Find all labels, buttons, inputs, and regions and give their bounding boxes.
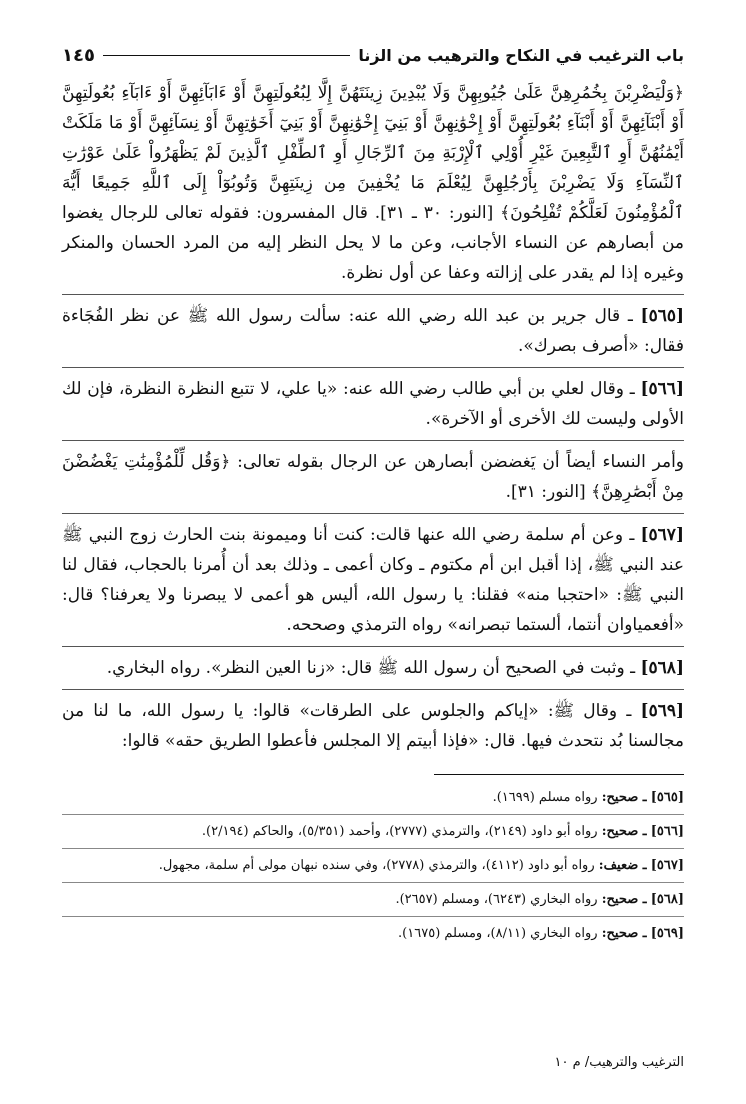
hadith-number: [٥٦٨] [640, 658, 684, 678]
commentary-text: وأمر النساء أيضاً أن يَغضضن أبصارهن عن الرجال بقوله تعالى: ﴿وَقُل لِّلْمُؤْمِنَٰتِ يَغْضُضْنَ مِنْ أَبْصَٰرِهِنَّ﴾ [النور: ٣١]. [62, 452, 684, 502]
footnote-divider [62, 848, 684, 849]
hadith-number: [٥٦٩] [640, 701, 685, 721]
quran-verse-block: ﴿وَلْيَضْرِبْنَ بِخُمُرِهِنَّ عَلَىٰ جُيُوبِهِنَّ وَلَا يُبْدِينَ زِينَتَهُنَّ إِلَّا لِبُعُولَتِهِنَّ أَوْ ءَابَآئِهِنَّ أَوْ ءَابَآءِ بُعُولَتِهِنَّ أَوْ أَبْنَآئِهِنَّ أَوْ أَبْنَآءِ بُعُولَتِهِنَّ أَوْ إِخْوَٰنِهِنَّ أَوْ بَنِيٓ إِخْوَٰنِهِنَّ أَوْ بَنِيٓ أَخَوَٰتِهِنَّ أَوْ نِسَآئِهِنَّ أَوْ مَا مَلَكَتْ أَيْمَٰنُهُنَّ أَوِ ٱلتَّٰبِعِينَ غَيْرِ أُوْلِي ٱلْإِرْبَةِ مِنَ ٱلرِّجَالِ أَوِ ٱلطِّفْلِ ٱلَّذِينَ لَمْ يَظْهَرُواْ عَلَىٰ عَوْرَٰتِ ٱلنِّسَآءِ وَلَا يَضْرِبْنَ بِأَرْجُلِهِنَّ لِيُعْلَمَ مَا يُخْفِينَ مِن زِينَتِهِنَّ وَتُوبُوٓاْ إِلَى ٱللَّهِ جَمِيعًا أَيُّهَ ٱلْمُؤْمِنُونَ لَعَلَّكُمْ تُفْلِحُونَ﴾ [النور: ٣٠ ـ ٣١]. قال المفسرون: فقوله تعالى للرجال يغضوا من أبصارهم عن النساء الأجانب، وعن ما لا يحل النظر إليه من المرد الحسان والمنكر وغيره إذا لم يقدر على إزالته وعفا عن أول نظرة. [62, 83, 684, 283]
footnote-grade: ـ صحيح: [601, 926, 647, 941]
chapter-title: باب الترغيب في النكاح والترهيب من الزنا [358, 45, 684, 65]
hadith-list [62, 294, 684, 756]
footnote-566 [62, 819, 684, 844]
hadith-568 [62, 653, 684, 683]
hadith-566 [62, 374, 684, 434]
page-number: ١٤٥ [62, 44, 95, 66]
footnote-grade: ـ صحيح: [601, 790, 647, 805]
footnote-text: رواه البخاري (٦٢٤٣)، ومسلم (٢٦٥٧). [395, 892, 598, 907]
divider [62, 513, 684, 514]
hadith-567 [62, 520, 684, 640]
hadith-text: ـ وقال لعلي بن أبي طالب رضي الله عنه: «يا علي، لا تتبع النظرة النظرة، فإن لك الأولى وليست لك الأخرى أو الآخرة». [62, 379, 684, 429]
footnote-number: [٥٦٦] [650, 824, 684, 839]
book-page [62, 40, 684, 1070]
divider [62, 440, 684, 441]
hadith-565 [62, 301, 684, 361]
footnote-grade: ـ صحيح: [601, 824, 647, 839]
header-rule [103, 55, 350, 56]
hadith-text: ـ قال جرير بن عبد الله رضي الله عنه: سألت رسول الله ﷺ عن نظر الفُجَاءة فقال: «أصرف بصرك». [62, 306, 684, 356]
hadith-text: ـ وقال ﷺ: «إياكم والجلوس على الطرقات» قالوا: يا رسول الله، ما لنا من مجالسنا بُد نتحدث فيها. قال: «فإذا أبيتم إلا المجلس فأعطوا الطريق حقه» قالوا: [62, 701, 684, 751]
footnote-rule [434, 774, 684, 775]
footnote-divider [62, 916, 684, 917]
footnote-number: [٥٦٧] [650, 858, 684, 873]
footnote-568 [62, 887, 684, 912]
hadith-text: ـ وثبت في الصحيح أن رسول الله ﷺ قال: «زنا العين النظر». رواه البخاري. [106, 658, 636, 678]
footnote-text: رواه البخاري (٨/١١)، ومسلم (١٦٧٥). [398, 926, 598, 941]
page-footer: الترغيب والترهيب/ م ١٠ [554, 1055, 684, 1070]
footnote-number: [٥٦٨] [650, 892, 684, 907]
footnote-569 [62, 921, 684, 946]
footnote-text: رواه مسلم (١٦٩٩). [492, 790, 598, 805]
running-header [62, 40, 684, 70]
hadith-569 [62, 696, 684, 756]
hadith-text: ـ وعن أم سلمة رضي الله عنها قالت: كنت أنا وميمونة بنت الحارث زوج النبي ﷺ عند النبي ﷺ، إذا أقبل ابن أم مكتوم ـ وكان أعمى ـ وذلك بعد أن أُمرنا بالحجاب، فقال لنا النبي ﷺ: «احتجبا منه» فقلنا: يا رسول الله، أليس هو أعمى لا يبصرنا ولا يعرفنا؟ قال: «أفعمياوان أنتما، ألستما تبصرانه» رواه الترمذي وصححه. [62, 525, 684, 635]
footnote-grade: ـ ضعيف: [598, 858, 647, 873]
divider [62, 689, 684, 690]
footnote-565 [62, 785, 684, 810]
footnote-grade: ـ صحيح: [601, 892, 647, 907]
footnote-567 [62, 853, 684, 878]
divider [62, 646, 684, 647]
footnote-text: رواه أبو داود (٢١٤٩)، والترمذي (٢٧٧٧)، وأحمد (٥/٣٥١)، والحاكم (٢/١٩٤). [201, 824, 598, 839]
divider [62, 367, 684, 368]
footnote-divider [62, 882, 684, 883]
commentary-paragraph [62, 447, 684, 507]
divider [62, 294, 684, 295]
footnote-text: رواه أبو داود (٤١١٢)، والترمذي (٢٧٧٨)، وفي سنده نبهان مولى أم سلمة، مجهول. [158, 858, 595, 873]
hadith-number: [٥٦٦] [640, 379, 684, 399]
hadith-number: [٥٦٥] [640, 306, 685, 326]
footnotes [62, 785, 684, 946]
hadith-number: [٥٦٧] [640, 525, 684, 545]
footnote-number: [٥٦٩] [650, 926, 684, 941]
footnote-number: [٥٦٥] [650, 790, 684, 805]
footnote-divider [62, 814, 684, 815]
